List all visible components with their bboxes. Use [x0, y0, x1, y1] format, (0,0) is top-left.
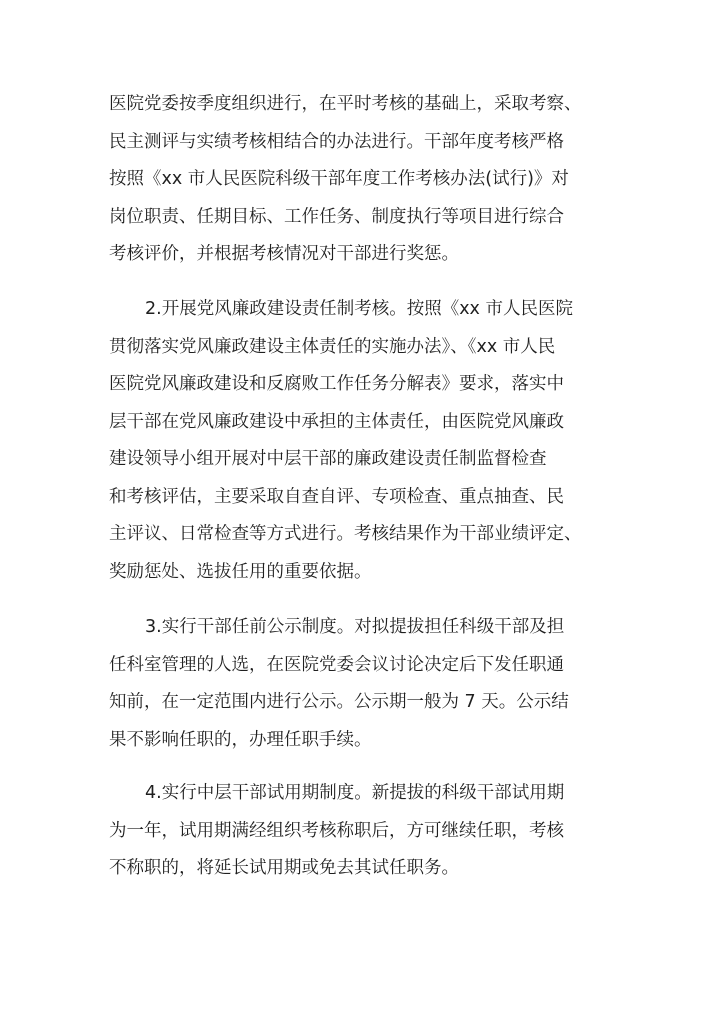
paragraph-integrity-assessment [109, 291, 614, 591]
text-line: 3.实行干部任前公示制度。对拟提拔担任科级干部及担 [145, 617, 565, 637]
text-line: 4.实行中层干部试用期制度。新提拔的科级干部试用期 [145, 783, 565, 803]
paragraph-annual-assessment [109, 86, 614, 274]
text-line: 民主测评与实绩考核相结合的办法进行。干部年度考核严格 [109, 131, 564, 152]
text-line: 2.开展党风廉政建设责任制考核。按照《xx 市人民医院 [145, 299, 573, 319]
text-line: 和考核评估，主要采取自查自评、专项检查、重点抽查、民 [109, 486, 564, 507]
text-line: 层干部在党风廉政建设中承担的主体责任，由医院党风廉政 [109, 411, 564, 432]
text-line: 知前，在一定范围内进行公示。公示期一般为 7 天。公示结 [109, 692, 569, 712]
text-line: 奖励惩处、选拔任用的重要依据。 [109, 561, 372, 582]
text-line: 考核评价，并根据考核情况对干部进行奖惩。 [109, 244, 459, 264]
text-line: 任科室管理的人选，在医院党委会议讨论决定后下发任职通 [109, 654, 564, 675]
text-line: 贯彻落实党风廉政建设主体责任的实施办法》、《xx 市人民 [109, 336, 556, 357]
text-line: 果不影响任职的，办理任职手续。 [109, 729, 372, 750]
text-line: 为一年，试用期满经组织考核称职后，方可继续任职，考核 [109, 820, 564, 841]
text-line: 不称职的，将延长试用期或免去其试任职务。 [109, 858, 459, 878]
text-line: 岗位职责、任期目标、工作任务、制度执行等项目进行综合 [109, 206, 564, 227]
paragraph-probation-period [109, 775, 614, 888]
paragraph-pre-appointment-publicity [109, 609, 614, 759]
text-line: 主评议、日常检查等方式进行。考核结果作为干部业绩评定、 [109, 524, 582, 544]
text-line: 按照《xx 市人民医院科级干部年度工作考核办法(试行)》对 [109, 169, 569, 189]
text-line: 医院党委按季度组织进行，在平时考核的基础上，采取考察、 [109, 94, 582, 114]
text-line: 医院党风廉政建设和反腐败工作任务分解表》要求，落实中 [109, 374, 564, 394]
text-line: 建设领导小组开展对中层干部的廉政建设责任制监督检查 [109, 449, 547, 469]
